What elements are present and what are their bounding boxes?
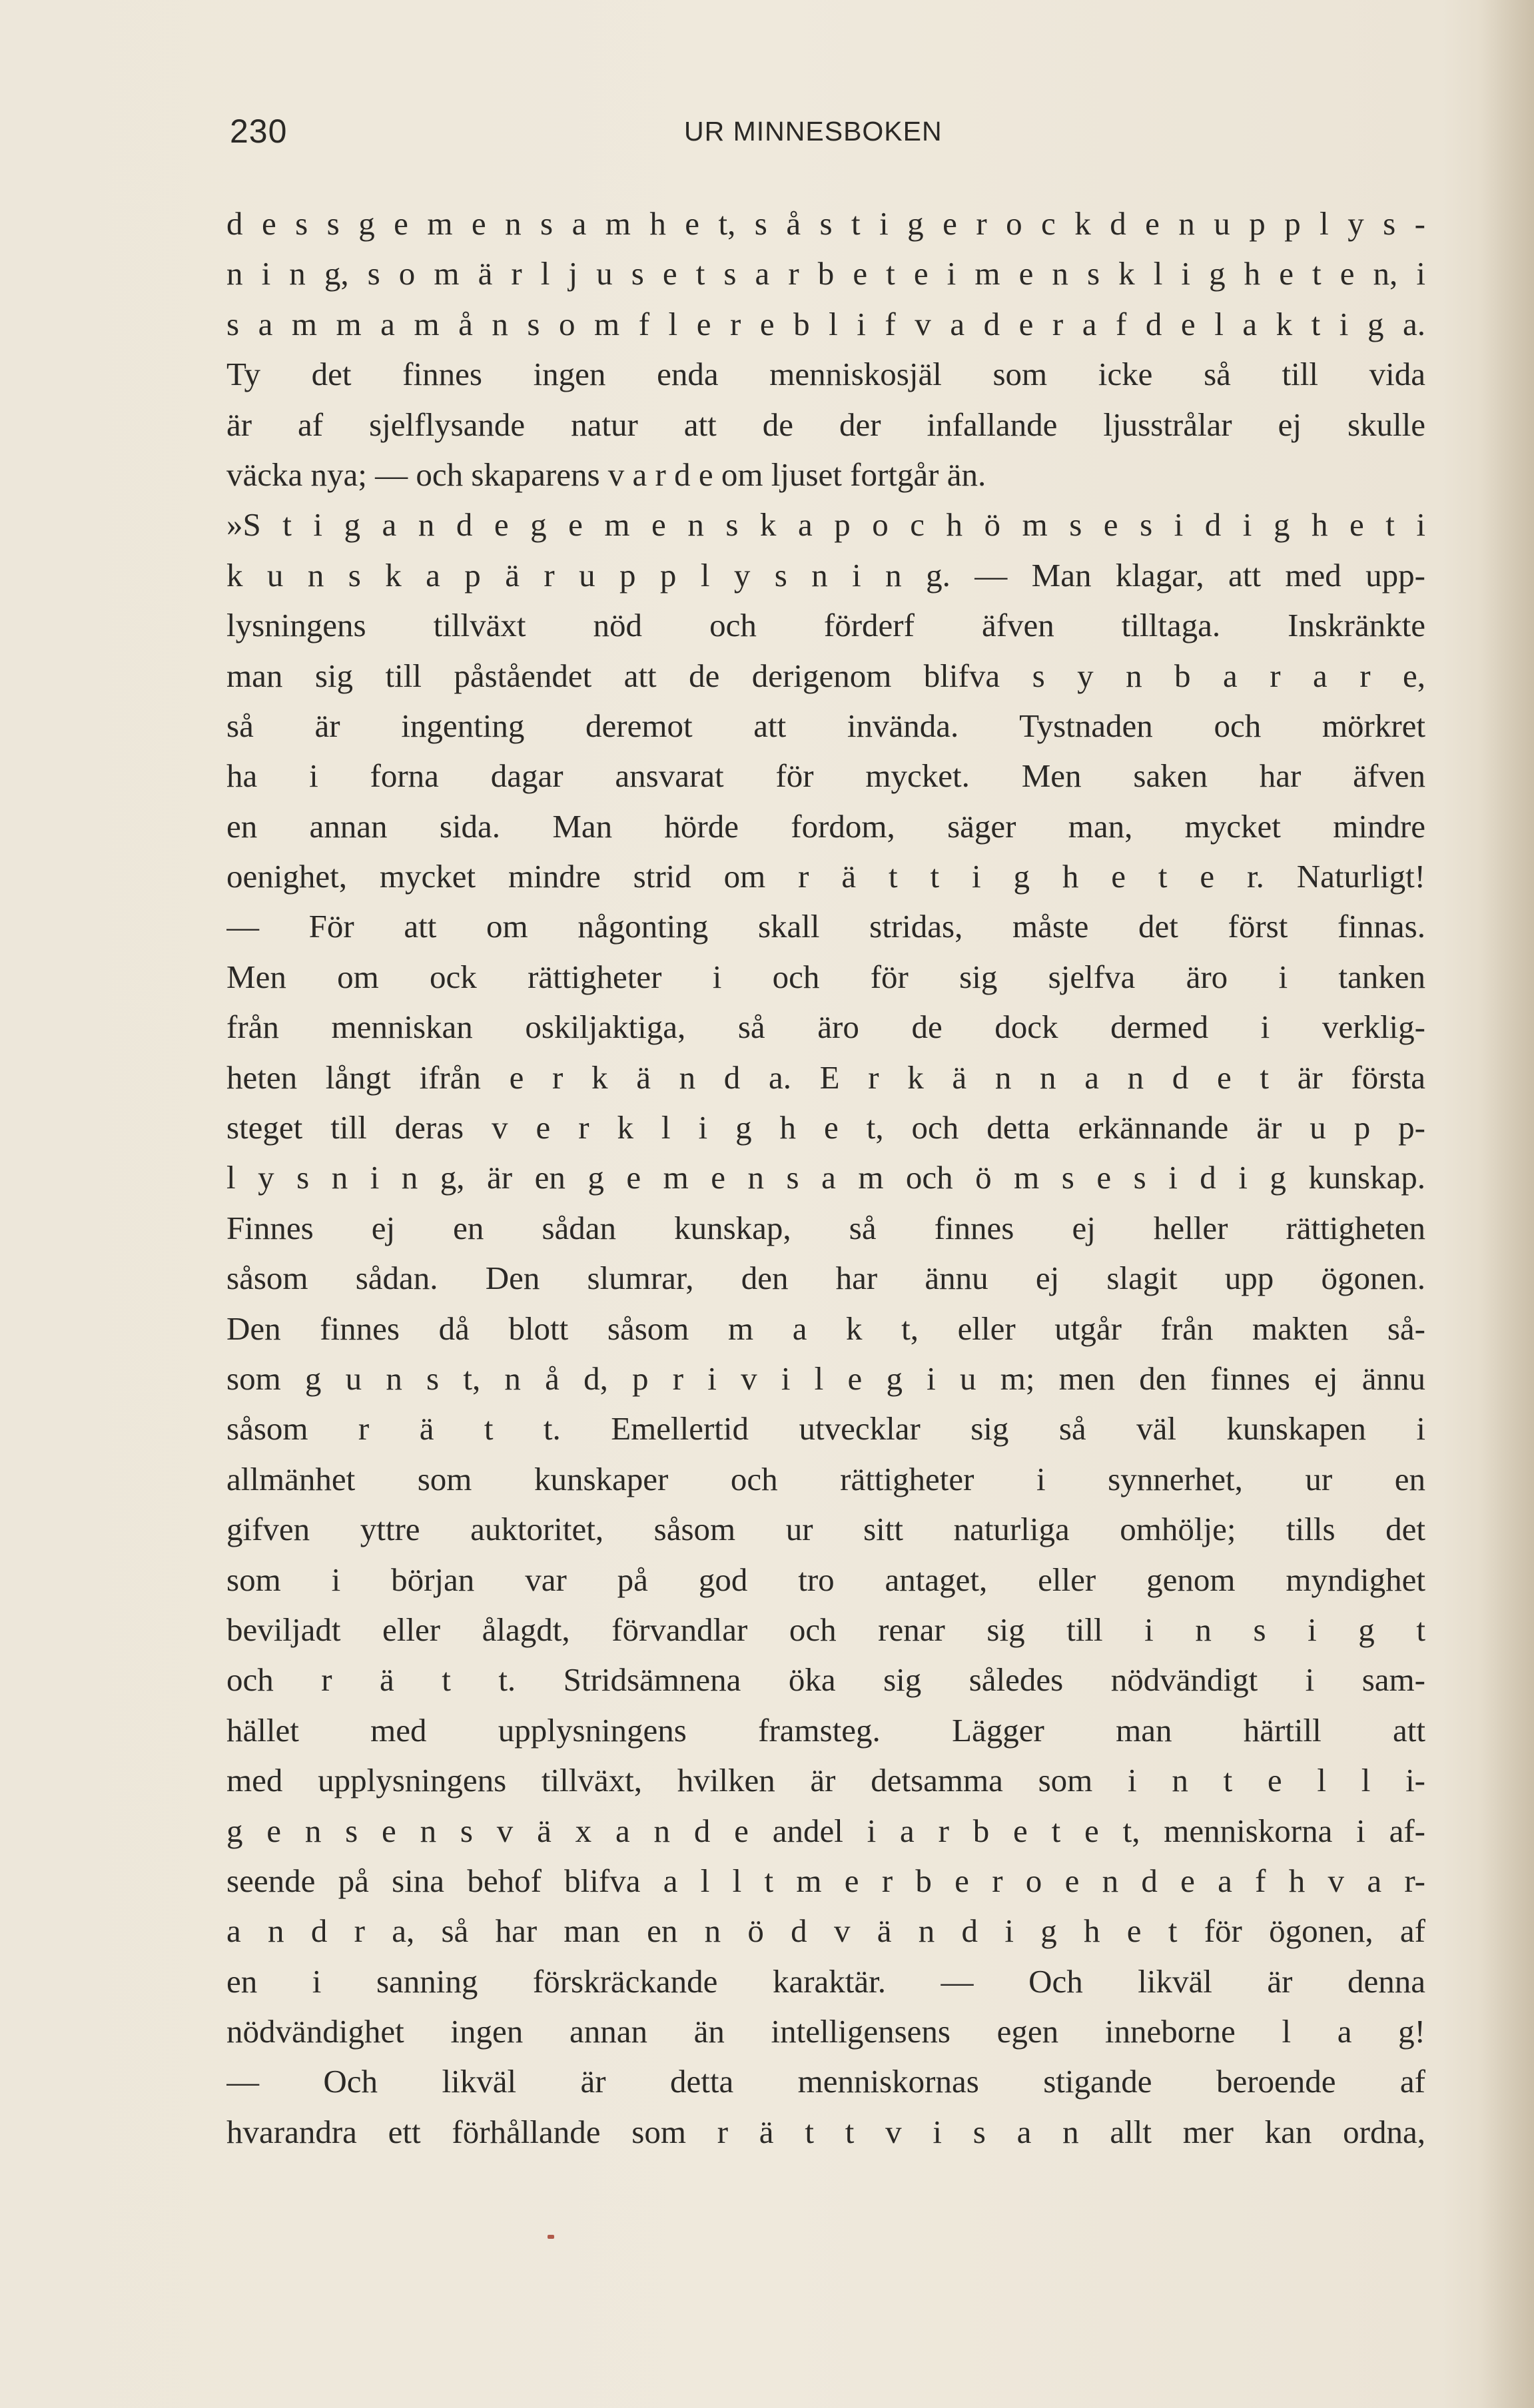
text-line: gifven yttre auktoritet, såsom ur sitt naturliga omhölje; tills det	[226, 1511, 1425, 1548]
text-line: steget till deras v e r k l i g h e t, och detta erkännande är u p p-	[226, 1109, 1425, 1146]
page-number: 230	[230, 113, 288, 150]
text-line: hället med upplysningens framsteg. Lägger man härtill att	[226, 1711, 1425, 1749]
text-line: och r ä t t. Stridsämnena öka sig således nödvändigt i sam-	[226, 1661, 1425, 1699]
text-line: man sig till påståendet att de derigenom blifva s y n b a r a r e,	[226, 657, 1425, 694]
text-line: nödvändighet ingen annan än intelligensens egen inneborne l a g!	[226, 2013, 1425, 2050]
page-header	[230, 112, 1429, 159]
text-line: Den finnes då blott såsom m a k t, eller utgår från makten så-	[226, 1310, 1425, 1347]
text-line: k u n s k a p ä r u p p l y s n i n g. — Man klagar, att med upp-	[226, 556, 1425, 594]
text-line: med upplysningens tillväxt, hvilken är detsamma som i n t e l l i-	[226, 1762, 1425, 1799]
text-line: — Och likväl är detta menniskornas stigande beroende af	[226, 2063, 1425, 2100]
text-line: allmänhet som kunskaper och rättigheter i synnerhet, ur en	[226, 1460, 1425, 1497]
text-line: en i sanning förskräckande karaktär. — Och likväl är denna	[226, 1962, 1425, 2000]
text-line: en annan sida. Man hörde fordom, säger man, mycket mindre	[226, 807, 1425, 845]
text-line: ha i forna dagar ansvarat för mycket. Men saken har äfven	[226, 757, 1425, 795]
text-line: l y s n i n g, är en g e m e n s a m och ö m s e s i d i g kunskap.	[226, 1159, 1425, 1196]
text-line: från menniskan oskiljaktiga, så äro de dock dermed i verklig-	[226, 1008, 1425, 1046]
text-line: beviljadt eller ålagdt, förvandlar och renar sig till i n s i g t	[226, 1611, 1425, 1648]
text-line: d e s s g e m e n s a m h e t, s å s t i g e r o c k d e n u p p l y s -	[226, 205, 1425, 242]
body-text	[226, 199, 1425, 2157]
text-line: — För att om någonting skall stridas, måste det först finnas.	[226, 908, 1425, 945]
running-head: UR MINNESBOKEN	[684, 116, 943, 147]
text-line: Ty det finnes ingen enda menniskosjäl som icke så till vida	[226, 356, 1425, 393]
text-line: Men om ock rättigheter i och för sig sjelfva äro i tanken	[226, 958, 1425, 995]
text-line: väcka nya; — och skaparens v a r d e om ljuset fortgår än.	[226, 456, 986, 493]
text-line: a n d r a, så har man en n ö d v ä n d i g h e t för ögonen, af	[226, 1912, 1425, 1950]
text-line: såsom sådan. Den slumrar, den har ännu ej slagit upp ögonen.	[226, 1260, 1425, 1297]
text-line: oenighet, mycket mindre strid om r ä t t i g h e t e r. Naturligt!	[226, 858, 1425, 895]
text-line: lysningens tillväxt nöd och förderf äfven tilltaga. Inskränkte	[226, 607, 1425, 644]
text-line: seende på sina behof blifva a l l t m e r b e r o e n d e a f h v a r-	[226, 1862, 1425, 1899]
text-line: såsom r ä t t. Emellertid utvecklar sig så väl kunskapen i	[226, 1410, 1425, 1447]
text-line: hvarandra ett förhållande som r ä t t v i s a n allt mer kan ordna,	[226, 2113, 1425, 2150]
text-line: s a m m a m å n s o m f l e r e b l i f v a d e r a f d e l a k t i g a.	[226, 305, 1425, 342]
text-line: är af sjelflysande natur att de der infallande ljusstrålar ej skulle	[226, 406, 1425, 443]
text-line: n i n g, s o m ä r l j u s e t s a r b e t e i m e n s k l i g h e t e n, i	[226, 255, 1425, 292]
paper-speck	[548, 2235, 554, 2239]
text-line: så är ingenting deremot att invända. Tystnaden och mörkret	[226, 707, 1425, 744]
text-line: som g u n s t, n å d, p r i v i l e g i u m; men den finnes ej ännu	[226, 1360, 1425, 1397]
text-line: »S t i g a n d e g e m e n s k a p o c h ö m s e s i d i g h e t i	[226, 506, 1425, 544]
text-line: g e n s e n s v ä x a n d e andel i a r b e t e t, menniskorna i af-	[226, 1812, 1425, 1849]
text-line: Finnes ej en sådan kunskap, så finnes ej heller rättigheten	[226, 1209, 1425, 1246]
text-line: som i början var på god tro antaget, eller genom myndighet	[226, 1561, 1425, 1598]
page-edge-shadow	[1481, 0, 1534, 2408]
text-line: heten långt ifrån e r k ä n d a. E r k ä n n a n d e t är första	[226, 1058, 1425, 1096]
